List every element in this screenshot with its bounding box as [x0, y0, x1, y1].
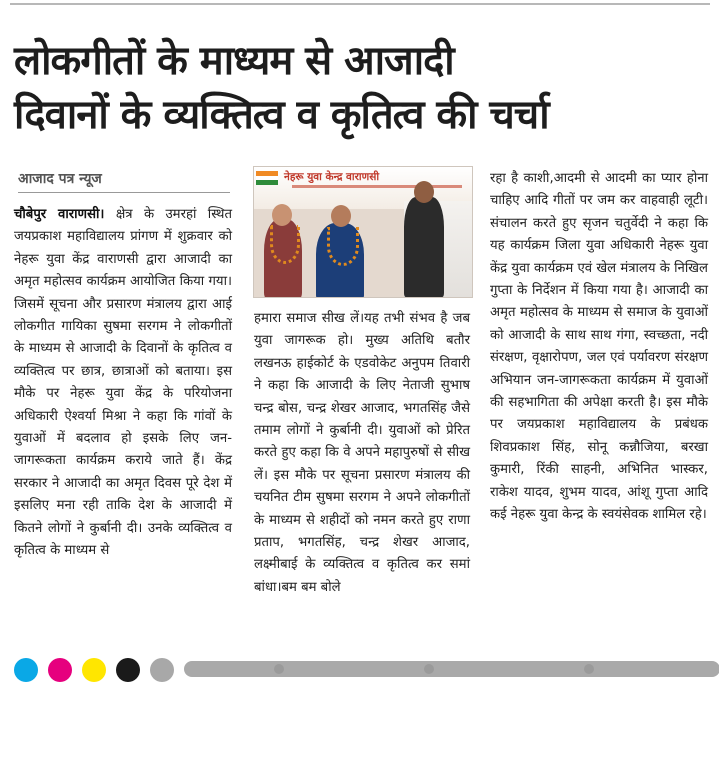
headline-line-1: लोकगीतों के माध्यम से आजादी — [14, 38, 454, 84]
article-column-3 — [490, 168, 708, 527]
column-2-text: हमारा समाज सीख लें।यह तभी संभव है जब युवा जागरूक हो। मुख्य अतिथि बतौर लखनऊ हाईकोर्ट के एडवोकेट अनुपम तिवारी ने कहा कि आजादी के लिए नेताजी सुभाष चन्द्र बोस, चन्द्र शेखर आजाद, भगतसिंह जैसे तमाम लोगों ने कुर्बानी दी। युवाओं को प्रेरित करते हुए कहा कि वे अपने महापुरुषों से सीख लें। इस मौके पर सूचना प्रसारण मंत्रालय की चयनित टीम सुषमा सरगम ने अपने लोकगीतों के माध्यम से शहीदों को नमन करते हुए राणा प्रताप, भगतसिंह, चन्द्र शेखर आजाद, लक्ष्मीबाई के व्यक्तित्व व कृतित्व कर समां बांधा।बम बम बोले — [254, 311, 470, 595]
grey-registration-band — [184, 661, 719, 677]
black-dot — [116, 658, 140, 682]
yellow-dot — [82, 658, 106, 682]
cyan-dot — [14, 658, 38, 682]
garland-left — [270, 225, 300, 264]
photo-banner-text: नेहरू युवा केन्द्र वाराणसी — [284, 171, 380, 183]
magenta-dot — [48, 658, 72, 682]
column-3-text: रहा है काशी,आदमी से आदमी का प्यार होना चाहिए आदि गीतों पर जम कर वाहवाही लूटी। संचालन करते हुए सृजन चतुर्वेदी ने कहा कि यह कार्यक्रम जिला युवा अधिकारी नेहरू युवा केंद्र युवा कार्यक्रम एवं खेल मंत्रालय के निखिल गुप्ता के निर्देशन में किया गया है। आजादी का अमृत महोत्सव के माध्यम से समाज के युवाओं को आजादी के साथ साथ गंगा, स्वच्छता, नदी संरक्षण, वृक्षारोपण, जल एवं पर्यावरण संरक्षण अभियान जन-जागरूकता कार्यक्रम में युवाओं की सहभागिता की अपेक्षा करती है। इस मौके पर जयप्रकाश महाविद्यालय के प्रबंधक शिवप्रकाश सिंह, सोनू कन्नौजिया, बरखा कुमारी, रिंकी साहनी, अभिनित भास्कर, राकेश यादव, शुभम यादव, आंशू गुप्ता आदि कई नेहरू युवा केन्द्र के स्वयंसेवक शामिल रहे। — [490, 171, 708, 523]
headline-line-2: दिवानों के व्यक्तित्व व कृतित्व की चर्चा — [14, 92, 549, 138]
garland-center — [327, 227, 359, 266]
column-1-text: क्षेत्र के उमरहां स्थित जयप्रकाश महाविद्यालय प्रांगण में शुक्रवार को नेहरू युवा केंद्र वाराणसी द्वारा आजादी का अमृत महोत्सव कार्यक्रम आयोजित किया गया। जिसमें सूचना और प्रसारण मंत्रालय द्वारा आई लोकगीत गायिका सुषमा सरगम ने लोकगीतों के माध्यम से आजादी के दिवानों के कृतित्व व व्यक्तित्व पर छात्र, छात्राओं को बताया। इस मौके पर नेहरू युवा केंद्र के परियोजना अधिकारी ऐश्वर्या मिश्रा ने कहा कि गांवों के युवाओं में बदलाव हो इसके लिए जन-जागरूकता कार्यक्रम कराये जाते हैं। केंद्र सरकार ने आजादी का अमृत दिवस पूरे देश में इसलिए मना रही ताकि देश के आजादी में कितने लोगों ने कुर्बानी दी। उनके व्यक्तित्व व कृतित्व के माध्यम से — [14, 207, 233, 559]
grey-dot — [150, 658, 174, 682]
byline: आजाद पत्र न्यूज — [18, 168, 230, 193]
registration-mark — [584, 664, 594, 674]
flag-icon — [256, 171, 278, 185]
registration-mark — [274, 664, 284, 674]
headline — [14, 34, 714, 142]
dateline: चौबेपुर वाराणसी। — [14, 207, 105, 222]
person-man-right-head — [414, 181, 434, 203]
person-woman-center-head — [331, 205, 351, 227]
person-woman-left-head — [272, 204, 292, 226]
event-photo — [253, 166, 473, 298]
photo-banner-subline — [292, 185, 462, 188]
cropped-top-text-line — [0, 0, 719, 8]
article-column-1 — [14, 204, 232, 563]
article-column-2 — [254, 308, 470, 599]
print-color-registration-bar — [14, 655, 719, 685]
person-man-right — [404, 197, 444, 297]
registration-mark — [424, 664, 434, 674]
